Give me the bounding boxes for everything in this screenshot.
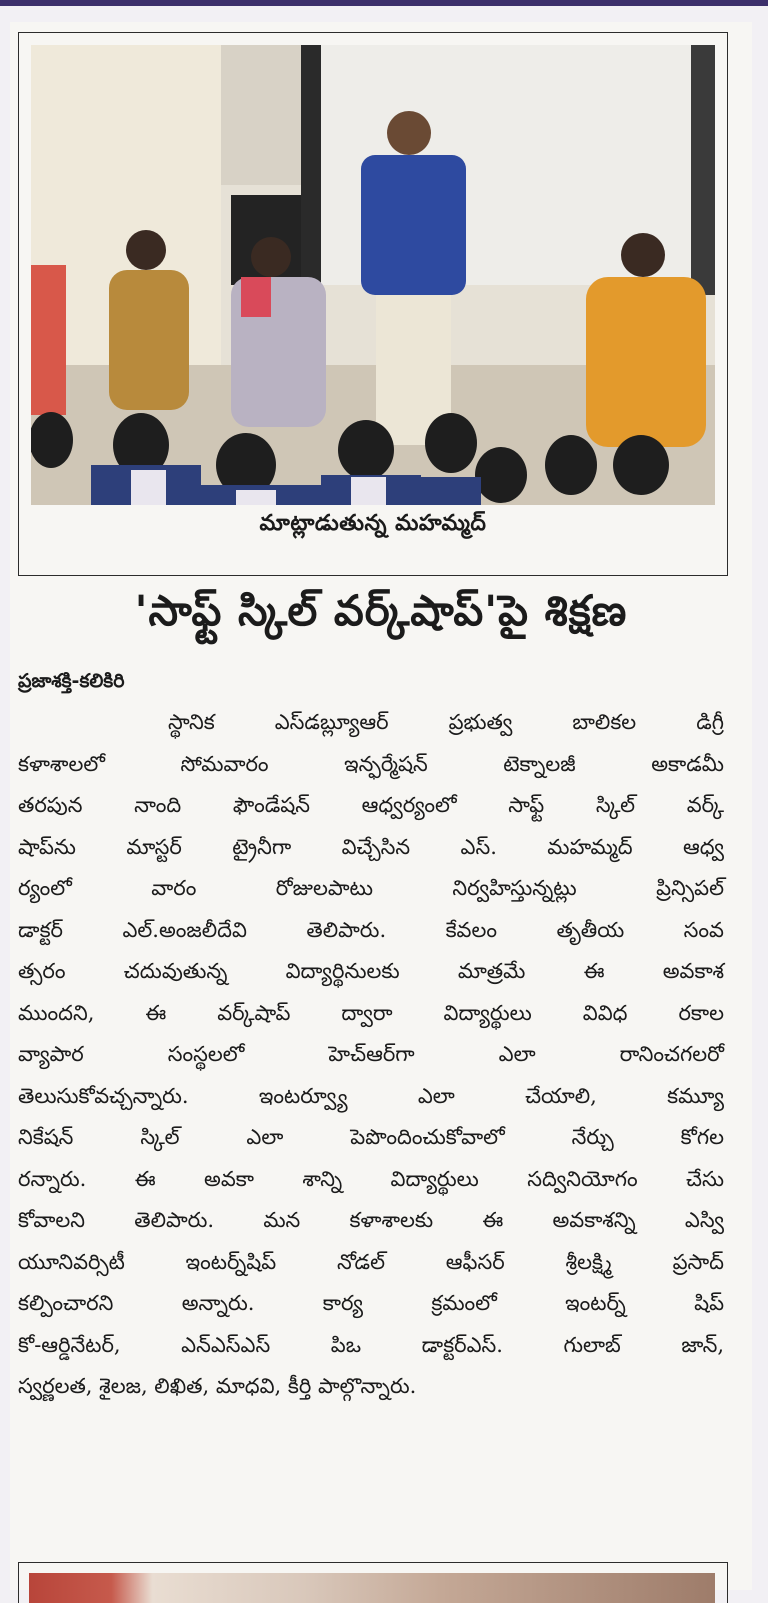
top-bar <box>0 0 768 6</box>
article-line: షాప్‌ను మాస్టర్ ట్రైనీగా విచ్చేసిన ఎస్. మహమ్మద్ ఆధ్వ <box>18 834 724 859</box>
article-line: డాక్టర్ ఎల్.అంజలీదేవి తెలిపారు. కేవలం తృతీయ సంవ <box>18 917 724 942</box>
article-line: ర్యంలో వారం రోజులపాటు నిర్వహిస్తున్నట్లు ప్రిన్సిపల్ <box>18 876 724 900</box>
article-line: తరపున నాంది ఫౌండేషన్ ఆధ్వర్యంలో సాఫ్ట్ స్కిల్ వర్క్ <box>18 793 724 817</box>
photo-frame <box>18 32 728 576</box>
article-line: కో-ఆర్డినేటర్, ఎన్ఎస్ఎస్ పిఒ డాక్టర్ఎస్. గులాబ్ జాన్, <box>18 1332 724 1357</box>
event-photo-illustration <box>31 45 715 505</box>
article-line: కోవాలని తెలిపారు. మన కళాశాలకు ఈ అవకాశన్ని ఎస్వి <box>18 1208 724 1232</box>
headline: 'సాఫ్ట్ స్కిల్ వర్క్‌షాప్'పై శిక్షణ <box>134 586 628 635</box>
photo-caption: మాట్లాడుతున్న మహమ్మద్ <box>259 511 487 536</box>
article-line: స్వర్ణలత, శైలజ, లిఖిత, మాధవి, కీర్తి పాల్గొన్నారు. <box>18 1374 417 1398</box>
article-line: ముందని, ఈ వర్క్‌షాప్ ద్వారా విద్యార్థులు వివిధ రకాల <box>18 1000 724 1025</box>
next-photo-frame <box>18 1562 728 1603</box>
next-photo <box>29 1573 715 1603</box>
article-line: వ్యాపార సంస్థలలో హెచ్‌ఆర్‌గా ఎలా రానించగలరో <box>18 1042 724 1066</box>
event-photo <box>31 45 715 505</box>
article-line: త్సరం చదువుతున్న విద్యార్థినులకు మాత్రమే ఈ అవకాశ <box>18 959 724 983</box>
dateline: ప్రజాశక్తి-కలికిరి <box>18 670 125 692</box>
article-line: స్థానిక ఎస్‌డబ్ల్యూఆర్ ప్రభుత్వ బాలికల డిగ్రీ <box>168 710 724 734</box>
article-line: రన్నారు. ఈ అవకా శాన్ని విద్యార్థులు సద్వినియోగం చేసు <box>18 1166 724 1191</box>
article-line: నికేషన్ స్కిల్ ఎలా పెపొందించుకోవాలో నేర్చు కోగల <box>18 1125 724 1149</box>
article-body <box>18 702 724 1408</box>
article-line: తెలుసుకోవచ్చన్నారు. ఇంటర్వ్యూ ఎలా చేయాలి, కమ్యూ <box>18 1083 724 1108</box>
newspaper-clipping <box>10 22 752 1590</box>
article-line: యూనివర్సిటీ ఇంటర్న్‌షిప్ నోడల్ ఆఫీసర్ శ్రీలక్ష్మి ప్రసాద్ <box>18 1249 724 1274</box>
article-line: కల్పించారని అన్నారు. కార్య క్రమంలో ఇంటర్న్ షిప్ <box>18 1291 724 1315</box>
article-line: కళాశాలలో సోమవారం ఇన్ఫర్మేషన్ టెక్నాలజీ అకాడమీ <box>18 751 724 776</box>
